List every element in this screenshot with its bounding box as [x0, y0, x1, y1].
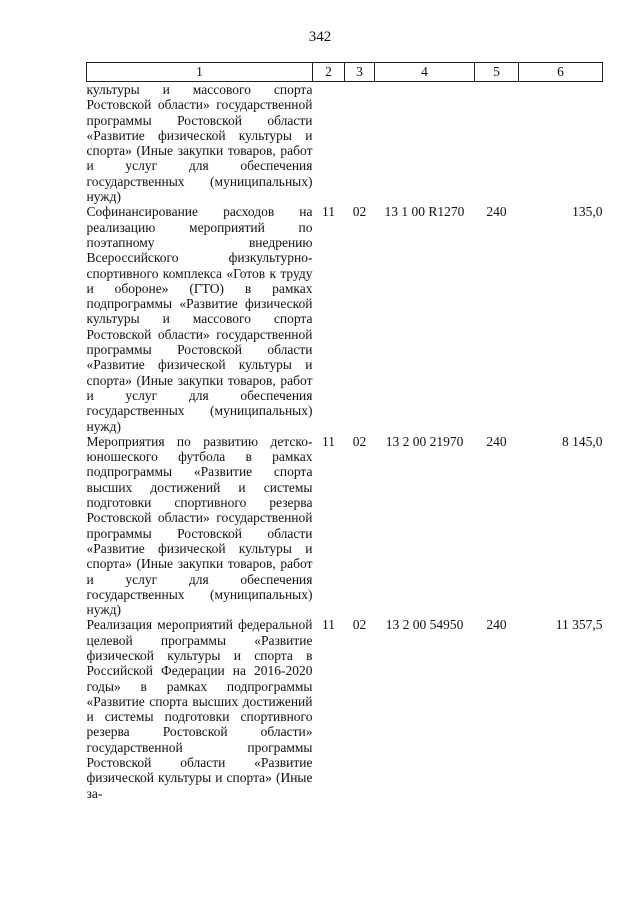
- row-target-code: 13 2 00 54950: [385, 617, 464, 633]
- row-amount: 8 145,0: [562, 433, 603, 449]
- row-section-code: [313, 82, 345, 205]
- row-target-code: 13 2 00 21970: [385, 433, 464, 449]
- column-header-5: 5: [475, 63, 519, 82]
- row-section-code: 11: [322, 617, 335, 633]
- column-header-1: 1: [87, 63, 313, 82]
- row-amount: 135,0: [572, 204, 603, 220]
- header-row: [87, 63, 603, 82]
- page-number: 342: [308, 29, 332, 45]
- row-expense-type: 240: [486, 617, 507, 633]
- row-subsection-code: 02: [352, 204, 367, 220]
- row-description: культуры и массового спорта Ростовской области» государственной программы Ростовской области «Развитие физической культуры и спорта» (Иные закупки товаров, работ и услуг для обеспечения государственных (муниципальных) нужд): [86, 82, 313, 205]
- row-amount: 11 357,5: [555, 617, 603, 633]
- table-row: [87, 617, 603, 801]
- column-header-6: 6: [519, 63, 603, 82]
- row-expense-type: [475, 82, 519, 205]
- row-description: Мероприятия по развитию детско-юношеского футбола в рамках подпрограммы «Развитие спорта высших достижений и системы подготовки спортивного резерва Ростовской области» государственной программы Ростовской области «Развитие физической культуры и спорта» (Иные закупки товаров, работ и услуг для обеспечения государственных (муниципальных) нужд): [86, 433, 313, 618]
- row-target-code: [375, 82, 475, 205]
- row-target-code: 13 1 00 R1270: [384, 204, 465, 220]
- table-row: [87, 434, 603, 618]
- row-amount: [519, 82, 603, 205]
- row-section-code: 11: [322, 433, 335, 449]
- row-expense-type: 240: [486, 433, 507, 449]
- row-subsection-code: 02: [352, 617, 367, 633]
- column-header-2: 2: [313, 63, 345, 82]
- column-header-3: 3: [345, 63, 375, 82]
- row-expense-type: 240: [486, 204, 507, 220]
- row-subsection-code: 02: [352, 433, 367, 449]
- table-row: [87, 82, 603, 205]
- column-header-4: 4: [375, 63, 475, 82]
- table-row: [87, 204, 603, 433]
- row-description: Реализация мероприятий федеральной целевой программы «Развитие физической культуры и спорта в Российской Федерации на 2016-2020 годы» в рамках подпрограммы «Развитие спорта высших достижений и системы подготовки спортивного резерва Ростовской области» государственной программы Ростовской области «Развитие физической культуры и спорта» (Иные за-: [86, 617, 313, 801]
- row-section-code: 11: [322, 204, 335, 220]
- row-subsection-code: [345, 82, 375, 205]
- budget-table: [86, 62, 603, 801]
- row-description: Софинансирование расходов на реализацию мероприятий по поэтапному внедрению Всероссийского физкультурно-спортивного комплекса «Готов к труду и обороне» (ГТО) в рамках подпрограммы «Развитие физической культуры и массового спорта Ростовской области» государственной программы Ростовской области «Развитие физической культуры и спорта» (Иные закупки товаров, работ и услуг для обеспечения государственных (муниципальных) нужд): [86, 204, 313, 434]
